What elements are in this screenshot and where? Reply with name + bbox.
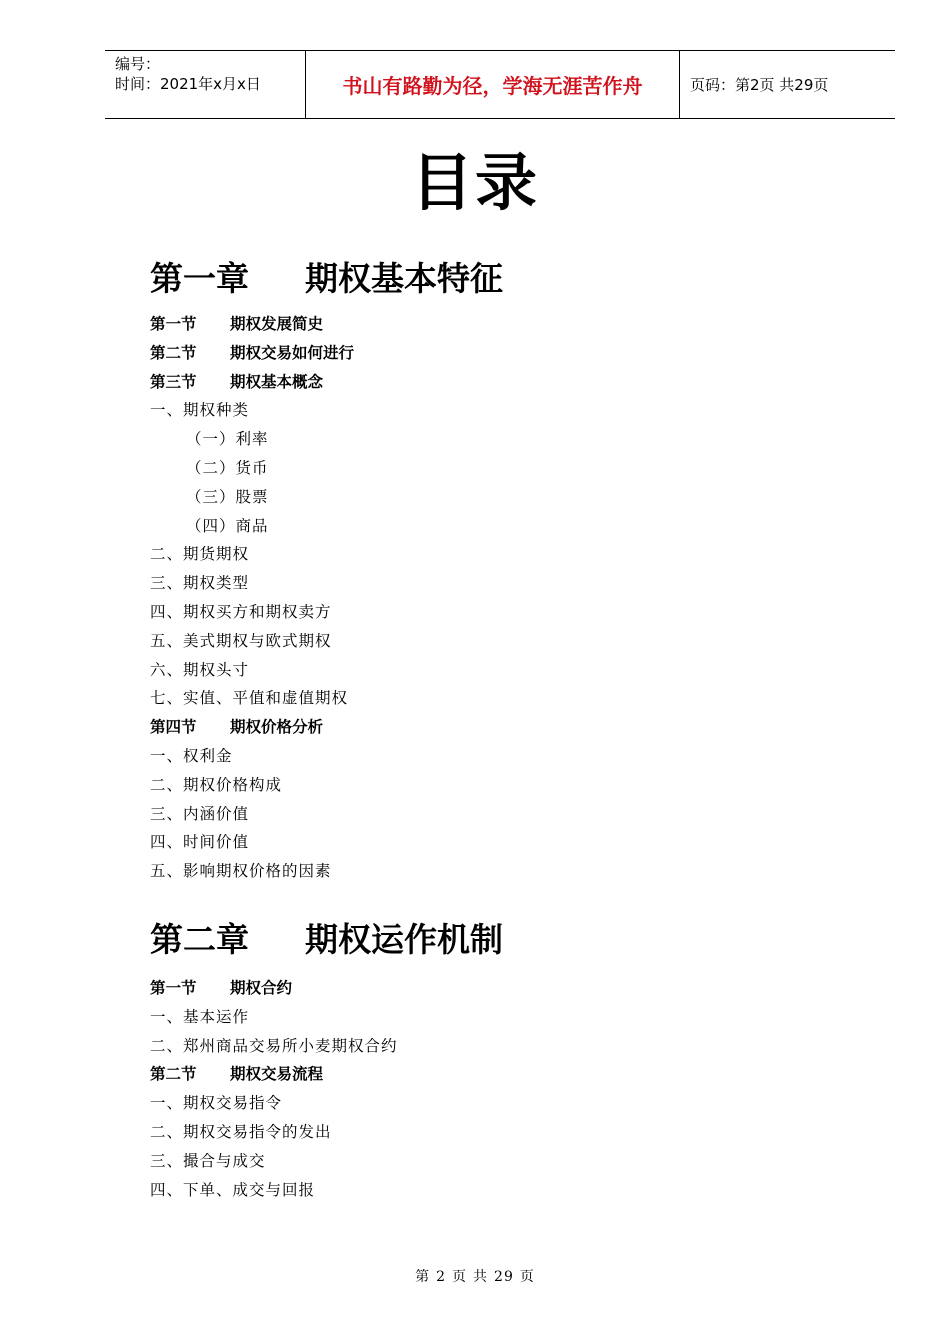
section-title: 期权合约 bbox=[230, 979, 293, 997]
section-title: 期权交易流程 bbox=[230, 1065, 324, 1084]
section-title: 期权基本概念 bbox=[230, 372, 324, 391]
toc-item[interactable]: 七、实值、平值和虚值期权 bbox=[150, 689, 349, 708]
page-footer bbox=[0, 1266, 950, 1286]
toc-section[interactable] bbox=[150, 313, 323, 335]
toc-section[interactable] bbox=[150, 716, 323, 738]
toc-subitem[interactable]: （三）股票 bbox=[186, 487, 269, 506]
header-motto: 书山有路勤为径，学海无涯苦作舟 bbox=[306, 51, 680, 118]
chapter-label: 第二章 bbox=[150, 920, 249, 959]
toc-section[interactable] bbox=[150, 1063, 323, 1085]
section-number: 第一节 bbox=[150, 315, 197, 333]
time-label: 时间：2021年x月x日 bbox=[115, 75, 261, 93]
footer-ye: 页 bbox=[452, 1269, 468, 1285]
toc-item[interactable]: 二、郑州商品交易所小麦期权合约 bbox=[150, 1036, 398, 1055]
section-title: 期权发展简史 bbox=[230, 315, 324, 333]
chapter-title: 期权基本特征 bbox=[305, 259, 503, 298]
toc-item[interactable]: 三、内涵价值 bbox=[150, 804, 250, 823]
section-number: 第二节 bbox=[150, 343, 197, 362]
section-number: 第二节 bbox=[150, 1065, 197, 1084]
toc-section[interactable] bbox=[150, 342, 354, 364]
footer-gong: 共 bbox=[473, 1269, 489, 1285]
section-number: 第四节 bbox=[150, 718, 197, 737]
toc-section[interactable] bbox=[150, 977, 292, 999]
toc-subitem[interactable]: （二）货币 bbox=[186, 459, 269, 477]
section-number: 第一节 bbox=[150, 979, 197, 997]
section-number: 第三节 bbox=[150, 372, 197, 391]
toc-item[interactable]: 三、撮合与成交 bbox=[150, 1151, 266, 1170]
toc-item[interactable]: 二、期货期权 bbox=[150, 545, 250, 564]
toc-item[interactable]: 二、期权价格构成 bbox=[150, 775, 283, 794]
header-meta-cell bbox=[105, 51, 306, 118]
page-title: 目录 bbox=[410, 146, 539, 219]
toc-item[interactable]: 六、期权头寸 bbox=[150, 660, 250, 679]
toc-subitem[interactable]: （一）利率 bbox=[186, 430, 269, 449]
toc-item[interactable]: 一、基本运作 bbox=[150, 1007, 250, 1026]
toc-item[interactable]: 四、时间价值 bbox=[150, 833, 250, 852]
footer-total-pages: 29 bbox=[494, 1269, 514, 1285]
chapter-label: 第一章 bbox=[150, 259, 249, 298]
toc-item[interactable]: 一、权利金 bbox=[150, 747, 233, 765]
toc-item[interactable]: 四、期权买方和期权卖方 bbox=[150, 603, 332, 621]
toc-item[interactable]: 一、期权交易指令 bbox=[150, 1094, 283, 1113]
chapter-heading[interactable] bbox=[150, 257, 503, 301]
chapter-title: 期权运作机制 bbox=[305, 920, 503, 959]
footer-ye-2: 页 bbox=[519, 1269, 535, 1285]
toc-subitem[interactable]: （四）商品 bbox=[186, 516, 269, 535]
number-label: 编号： bbox=[115, 55, 161, 73]
toc-item[interactable]: 五、影响期权价格的因素 bbox=[150, 862, 332, 881]
chapter-heading[interactable] bbox=[150, 918, 503, 962]
toc-item[interactable]: 四、下单、成交与回报 bbox=[150, 1180, 316, 1199]
toc-item[interactable]: 三、期权类型 bbox=[150, 574, 250, 593]
toc-section[interactable] bbox=[150, 371, 323, 393]
toc-item[interactable]: 一、期权种类 bbox=[150, 401, 250, 420]
toc-item[interactable]: 二、期权交易指令的发出 bbox=[150, 1123, 332, 1141]
section-title: 期权交易如何进行 bbox=[230, 343, 355, 362]
footer-di: 第 bbox=[415, 1269, 431, 1285]
section-title: 期权价格分析 bbox=[230, 718, 324, 737]
toc-item[interactable]: 五、美式期权与欧式期权 bbox=[150, 631, 332, 650]
header-page-info: 页码：第2页 共29页 bbox=[690, 76, 829, 94]
page-header bbox=[105, 50, 895, 119]
footer-page-number: 2 bbox=[436, 1269, 447, 1285]
